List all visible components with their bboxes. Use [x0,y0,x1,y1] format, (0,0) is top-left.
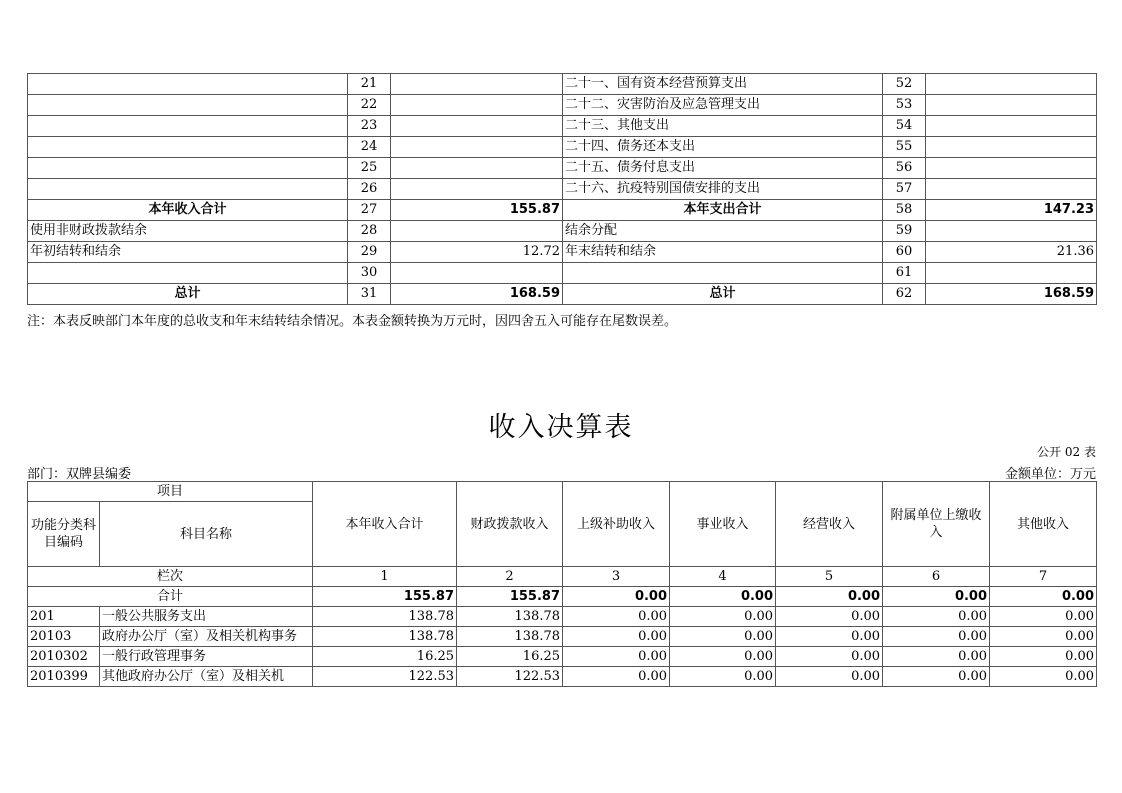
table-row [28,627,1097,647]
table-code: 公开 02 表 [1037,445,1096,459]
header-col-2: 财政拨款收入 [457,482,563,567]
amount-cell: 0.00 [990,607,1097,627]
header-col-7: 其他收入 [990,482,1097,567]
income-value [391,221,563,242]
page-title: 收入决算表 [488,412,634,443]
col-number: 6 [883,567,990,587]
table-row [28,158,1097,179]
expense-value [926,95,1097,116]
row-number: 24 [348,137,391,158]
expense-value [926,74,1097,95]
table-row [28,242,1097,263]
row-number: 53 [883,95,926,116]
income-value [391,263,563,284]
table-row [28,116,1097,137]
table-row [28,137,1097,158]
income-value [391,95,563,116]
amount-cell: 0.00 [990,627,1097,647]
amount-cell: 16.25 [313,647,457,667]
amount-cell: 0.00 [670,667,776,687]
row-number: 59 [883,221,926,242]
subject-code: 201 [28,607,100,627]
header-col-6: 附属单位上缴收入 [883,482,990,567]
expense-label: 结余分配 [563,221,883,242]
table-row [28,179,1097,200]
amount-cell: 0.00 [883,627,990,647]
subject-code: 20103 [28,627,100,647]
subject-code: 2010302 [28,647,100,667]
amount-cell: 0.00 [776,607,883,627]
amount-cell: 0.00 [776,647,883,667]
header-col-1: 本年收入合计 [313,482,457,567]
amount-cell: 0.00 [670,607,776,627]
expense-value [926,263,1097,284]
total-value: 0.00 [776,587,883,607]
expense-label [563,263,883,284]
row-number: 27 [348,200,391,221]
total-value: 0.00 [563,587,670,607]
expense-label: 二十五、债务付息支出 [563,158,883,179]
row-number: 55 [883,137,926,158]
header-item: 项目 [28,482,313,502]
total-value: 0.00 [990,587,1097,607]
header-func-code: 功能分类科目编码 [28,502,100,567]
expense-value [926,221,1097,242]
row-number: 26 [348,179,391,200]
table-row [28,607,1097,627]
table-row [28,667,1097,687]
expense-value [926,137,1097,158]
income-value: 155.87 [391,200,563,221]
amount-cell: 122.53 [457,667,563,687]
col-number: 7 [990,567,1097,587]
col-number: 3 [563,567,670,587]
row-number: 31 [348,284,391,305]
total-value: 155.87 [313,587,457,607]
income-table [27,481,1097,687]
expense-label: 二十六、抗疫特别国债安排的支出 [563,179,883,200]
expense-value [926,158,1097,179]
expense-label: 二十二、灾害防治及应急管理支出 [563,95,883,116]
header-col-4: 事业收入 [670,482,776,567]
amount-cell: 122.53 [313,667,457,687]
income-label [28,263,348,284]
income-label [28,74,348,95]
table-row [28,647,1097,667]
col-number: 5 [776,567,883,587]
balance-table [27,73,1097,305]
income-label: 使用非财政拨款结余 [28,221,348,242]
income-value [391,158,563,179]
header-col-5: 经营收入 [776,482,883,567]
income-value: 12.72 [391,242,563,263]
income-label [28,137,348,158]
table-row [28,221,1097,242]
amount-cell: 0.00 [563,627,670,647]
row-number: 30 [348,263,391,284]
unit-label: 金额单位：万元 [1004,467,1096,482]
expense-label: 二十一、国有资本经营预算支出 [563,74,883,95]
income-value [391,179,563,200]
amount-cell: 0.00 [883,647,990,667]
header-col-3: 上级补助收入 [563,482,670,567]
expense-label: 年末结转和结余 [563,242,883,263]
income-value [391,116,563,137]
total-value: 0.00 [670,587,776,607]
row-number: 58 [883,200,926,221]
amount-cell: 0.00 [776,667,883,687]
amount-cell: 138.78 [457,607,563,627]
subject-name: 一般公共服务支出 [100,607,313,627]
row-number: 61 [883,263,926,284]
amount-cell: 0.00 [670,627,776,647]
expense-label: 二十三、其他支出 [563,116,883,137]
income-value [391,137,563,158]
income-value [391,74,563,95]
row-number: 54 [883,116,926,137]
col-number: 2 [457,567,563,587]
table-note: 注：本表反映部门本年度的总收支和年末结转结余情况。本表金额转换为万元时，因四舍五入可能存在尾数误差。 [27,314,678,329]
row-number: 22 [348,95,391,116]
table-row [28,284,1097,305]
table-row [28,95,1097,116]
row-number: 28 [348,221,391,242]
row-number: 57 [883,179,926,200]
subject-code: 2010399 [28,667,100,687]
expense-value: 168.59 [926,284,1097,305]
row-number: 60 [883,242,926,263]
income-label [28,95,348,116]
row-number: 56 [883,158,926,179]
table-row [28,263,1097,284]
row-number: 25 [348,158,391,179]
subject-name: 政府办公厅（室）及相关机构事务 [100,627,313,647]
table-row [28,200,1097,221]
col-number: 4 [670,567,776,587]
expense-value [926,179,1097,200]
amount-cell: 138.78 [457,627,563,647]
row-number: 29 [348,242,391,263]
expense-value: 147.23 [926,200,1097,221]
expense-value: 21.36 [926,242,1097,263]
subject-name: 一般行政管理事务 [100,647,313,667]
table-row [28,74,1097,95]
col-index-label: 栏次 [28,567,313,587]
amount-cell: 138.78 [313,627,457,647]
income-value: 168.59 [391,284,563,305]
amount-cell: 0.00 [563,667,670,687]
amount-cell: 138.78 [313,607,457,627]
row-number: 21 [348,74,391,95]
row-number: 52 [883,74,926,95]
expense-value [926,116,1097,137]
amount-cell: 0.00 [563,647,670,667]
total-label: 合计 [28,587,313,607]
amount-cell: 0.00 [883,667,990,687]
col-number: 1 [313,567,457,587]
amount-cell: 0.00 [776,627,883,647]
row-number: 23 [348,116,391,137]
income-label [28,158,348,179]
amount-cell: 0.00 [990,647,1097,667]
row-number: 62 [883,284,926,305]
amount-cell: 0.00 [990,667,1097,687]
header-subject-name: 科目名称 [100,502,313,567]
expense-label: 二十四、债务还本支出 [563,137,883,158]
expense-label: 总计 [563,284,883,305]
total-value: 155.87 [457,587,563,607]
amount-cell: 0.00 [563,607,670,627]
total-value: 0.00 [883,587,990,607]
income-label: 年初结转和结余 [28,242,348,263]
income-label: 总计 [28,284,348,305]
amount-cell: 16.25 [457,647,563,667]
income-label [28,179,348,200]
amount-cell: 0.00 [883,607,990,627]
subject-name: 其他政府办公厅（室）及相关机 [100,667,313,687]
expense-label: 本年支出合计 [563,200,883,221]
income-label: 本年收入合计 [28,200,348,221]
department-label: 部门：双牌县编委 [27,467,132,482]
amount-cell: 0.00 [670,647,776,667]
income-label [28,116,348,137]
